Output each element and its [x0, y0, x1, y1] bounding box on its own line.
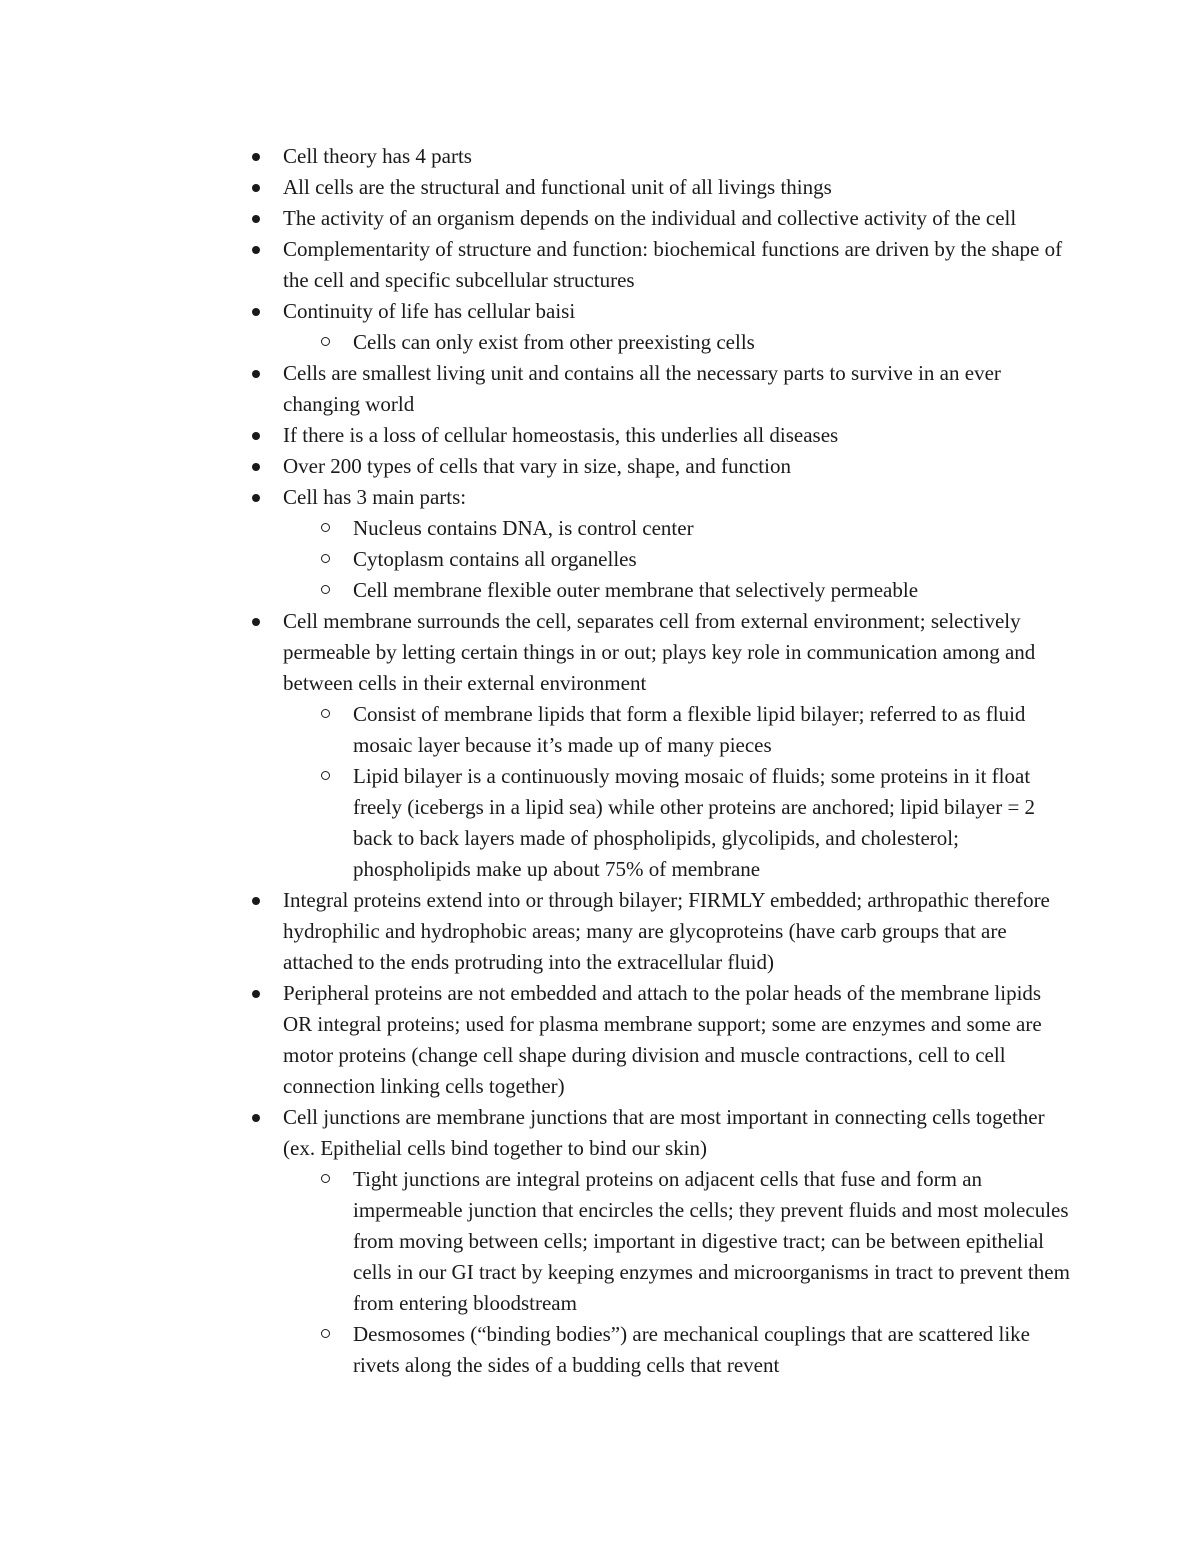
- solid-bullet-icon: [246, 978, 266, 1009]
- sub-list-item: [353, 327, 1073, 358]
- list-item-text: Over 200 types of cells that vary in size, shape, and function: [283, 454, 791, 478]
- list-item-text: Complementarity of structure and function: biochemical functions are driven by the shape of the cell and specific subcellular structures: [283, 237, 1063, 292]
- notes-bullet-list: [0, 141, 1200, 1381]
- list-item-text: Cell theory has 4 parts: [283, 144, 472, 168]
- hollow-bullet-icon: [315, 575, 335, 606]
- list-item-text: Integral proteins extend into or through bilayer; FIRMLY embedded; arthropathic therefore hydrophilic and hydrophobic areas; many are glycoproteins (have carb groups that are attached to the ends protruding into the extracellular fluid): [283, 888, 1050, 974]
- list-item: [283, 420, 1073, 451]
- list-item-text: Peripheral proteins are not embedded and attach to the polar heads of the membrane lipids OR integral proteins; used for plasma membrane support; some are enzymes and some are motor proteins (change cell shape during division and muscle contractions, cell to cell connection linking cells together): [283, 981, 1042, 1098]
- list-item-text: The activity of an organism depends on the individual and collective activity of the cell: [283, 206, 1017, 230]
- list-item-text: Consist of membrane lipids that form a flexible lipid bilayer; referred to as fluid mosaic layer because it’s made up of many pieces: [353, 702, 1026, 757]
- list-item-text: Continuity of life has cellular baisi: [283, 299, 576, 323]
- list-item: [283, 885, 1073, 978]
- sub-list-item: [353, 575, 1073, 606]
- list-item: [283, 451, 1073, 482]
- hollow-bullet-icon: [315, 699, 335, 730]
- solid-bullet-icon: [246, 885, 266, 916]
- list-item: [283, 606, 1073, 699]
- sub-list-item: [353, 699, 1073, 761]
- solid-bullet-icon: [246, 141, 266, 172]
- list-item: [283, 172, 1073, 203]
- hollow-bullet-icon: [315, 1319, 335, 1350]
- list-item-text: Nucleus contains DNA, is control center: [353, 516, 694, 540]
- solid-bullet-icon: [246, 234, 266, 265]
- list-item-text: Cell membrane flexible outer membrane that selectively permeable: [353, 578, 919, 602]
- sub-list-item: [353, 1164, 1073, 1319]
- hollow-bullet-icon: [315, 513, 335, 544]
- solid-bullet-icon: [246, 296, 266, 327]
- hollow-bullet-icon: [315, 544, 335, 575]
- solid-bullet-icon: [246, 358, 266, 389]
- hollow-bullet-icon: [315, 761, 335, 792]
- list-item-text: Cytoplasm contains all organelles: [353, 547, 637, 571]
- list-item: [283, 482, 1073, 513]
- list-item-text: Cell membrane surrounds the cell, separates cell from external environment; selectively permeable by letting certain things in or out; plays key role in communication among and between cells in their external environment: [283, 609, 1036, 695]
- solid-bullet-icon: [246, 172, 266, 203]
- list-item: [283, 296, 1073, 327]
- list-item: [283, 141, 1073, 172]
- solid-bullet-icon: [246, 451, 266, 482]
- list-item-text: All cells are the structural and functional unit of all livings things: [283, 175, 832, 199]
- list-item-text: Cells are smallest living unit and contains all the necessary parts to survive in an ever changing world: [283, 361, 1001, 416]
- hollow-bullet-icon: [315, 1164, 335, 1195]
- sub-list-item: [353, 513, 1073, 544]
- list-item: [283, 1102, 1073, 1164]
- list-item-text: Lipid bilayer is a continuously moving mosaic of fluids; some proteins in it float freely (icebergs in a lipid sea) while other proteins are anchored; lipid bilayer = 2 back to back layers made of phospholipids, glycolipids, and cholesterol; phospholipids make up about 75% of membrane: [353, 764, 1036, 881]
- hollow-bullet-icon: [315, 327, 335, 358]
- sub-list-item: [353, 761, 1073, 885]
- list-item: [283, 234, 1073, 296]
- list-item: [283, 358, 1073, 420]
- sub-list-item: [353, 544, 1073, 575]
- solid-bullet-icon: [246, 203, 266, 234]
- solid-bullet-icon: [246, 1102, 266, 1133]
- solid-bullet-icon: [246, 420, 266, 451]
- list-item-text: Cells can only exist from other preexisting cells: [353, 330, 755, 354]
- solid-bullet-icon: [246, 606, 266, 637]
- solid-bullet-icon: [246, 482, 266, 513]
- list-item-text: Cell has 3 main parts:: [283, 485, 467, 509]
- sub-list-item: [353, 1319, 1073, 1381]
- list-item-text: Desmosomes (“binding bodies”) are mechanical couplings that are scattered like rivets along the sides of a budding cells that revent: [353, 1322, 1031, 1377]
- list-item: [283, 203, 1073, 234]
- list-item: [283, 978, 1073, 1102]
- list-item-text: Cell junctions are membrane junctions that are most important in connecting cells together (ex. Epithelial cells bind together to bind our skin): [283, 1105, 1045, 1160]
- list-item-text: Tight junctions are integral proteins on adjacent cells that fuse and form an impermeable junction that encircles the cells; they prevent fluids and most molecules from moving between cells; important in digestive tract; can be between epithelial cells in our GI tract by keeping enzymes and microorganisms in tract to prevent them from entering bloodstream: [353, 1167, 1070, 1315]
- list-item-text: If there is a loss of cellular homeostasis, this underlies all diseases: [283, 423, 839, 447]
